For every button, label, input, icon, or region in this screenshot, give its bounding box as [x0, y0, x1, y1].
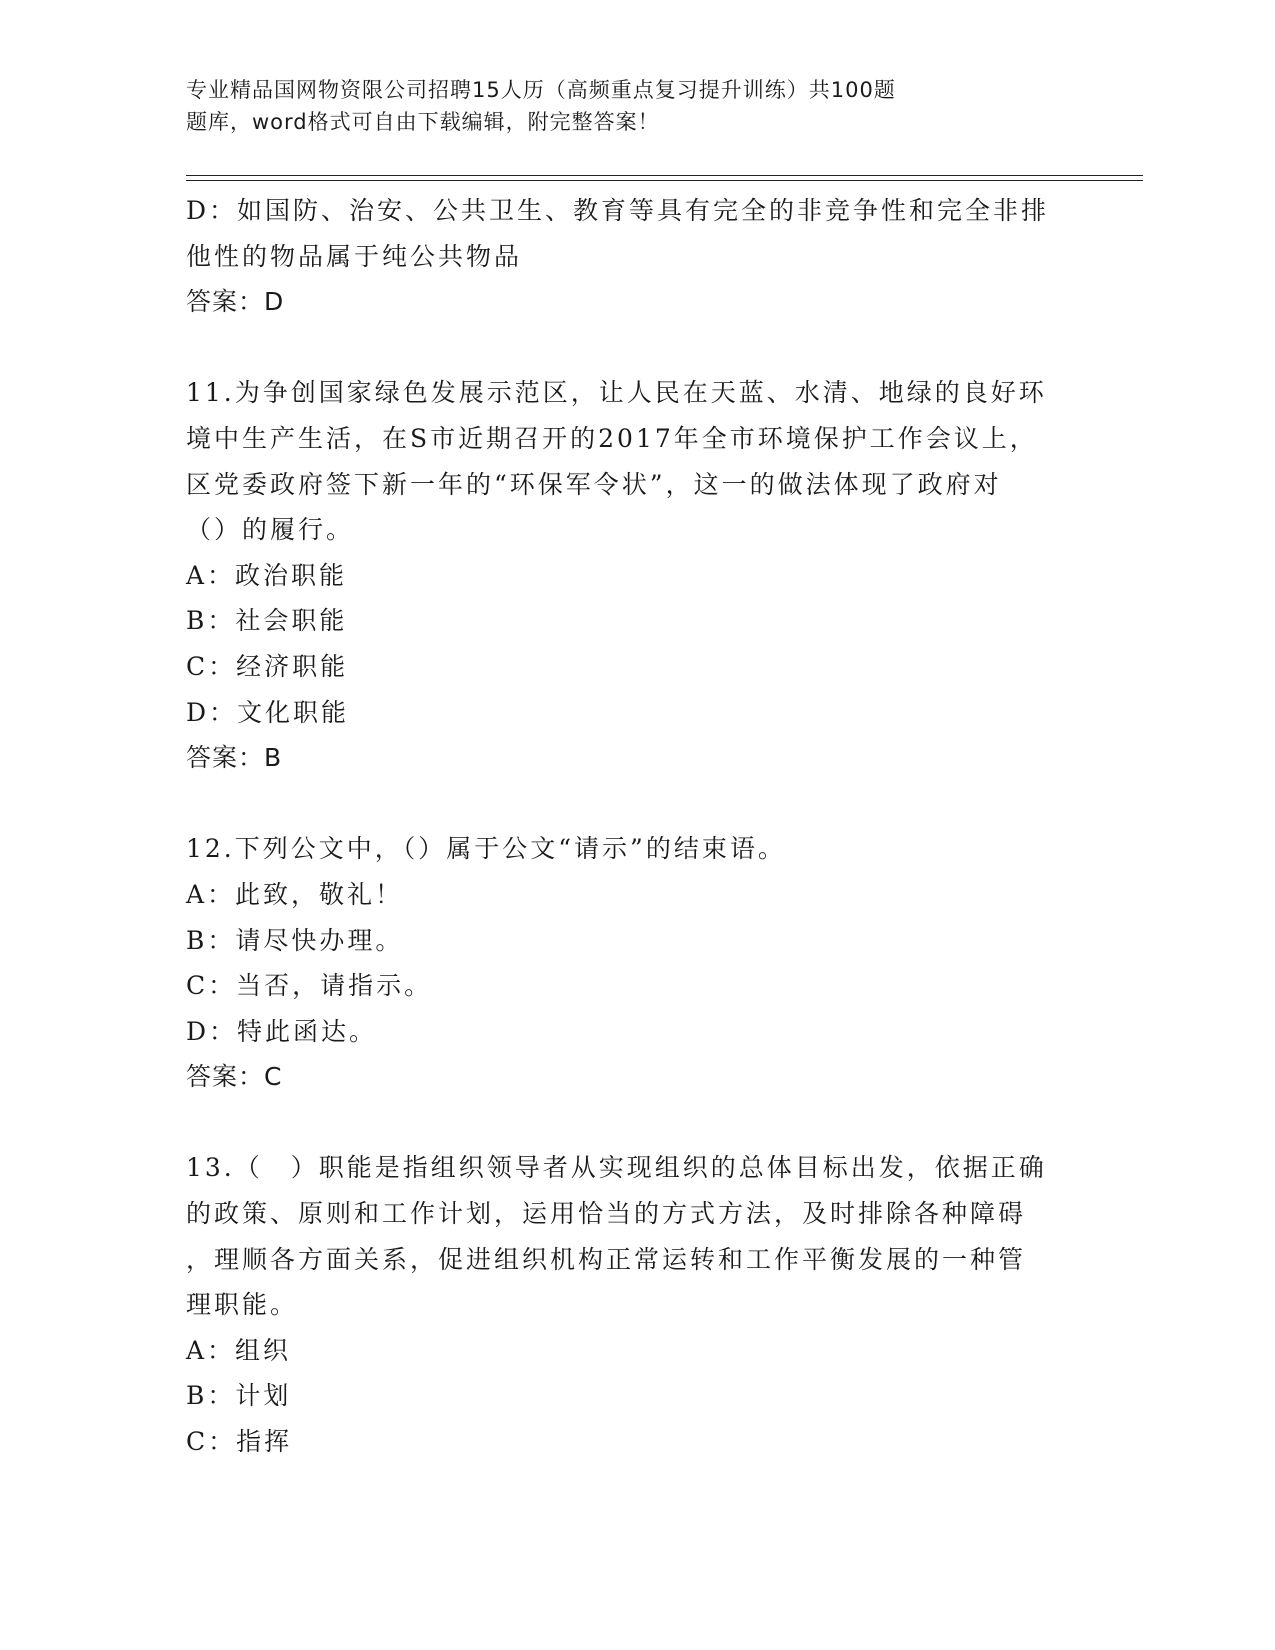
answer-line: 答案：B: [186, 743, 283, 773]
option-a: A：此致，敬礼！: [186, 879, 404, 909]
question-text: （）的履行。: [186, 515, 355, 545]
spacer: [186, 781, 1066, 827]
question-block-12: [186, 826, 1066, 1100]
option-d: D：特此函达。: [186, 1016, 378, 1046]
option-b: B：计划: [186, 1381, 292, 1411]
question-text: ，理顺各方面关系，促进组织机构正常运转和工作平衡发展的一种管: [186, 1244, 1027, 1274]
option-d: D：如国防、治安、公共卫生、教育等具有完全的非竞争性和完全非排: [186, 196, 1050, 225]
option-c: C：指挥: [186, 1427, 293, 1457]
question-text: 11.为争创国家绿色发展示范区，让人民在天蓝、水清、地绿的良好环: [186, 378, 1047, 408]
option-d-continued: 他性的物品属于纯公共物品: [186, 241, 523, 271]
question-block-prev: [186, 188, 1066, 325]
option-c: C：当否，请指示。: [186, 971, 433, 1001]
document-body: [186, 188, 1066, 1465]
document-header: [186, 74, 1046, 138]
question-text: 理职能。: [186, 1290, 299, 1320]
option-c: C：经济职能: [186, 651, 349, 681]
answer-line: 答案：C: [186, 1062, 283, 1092]
header-divider-bottom: [186, 180, 1143, 181]
header-title-line-1: 专业精品国网物资限公司招聘15人历（高频重点复习提升训练）共100题: [186, 78, 896, 102]
answer-line: 答案：D: [186, 287, 285, 317]
option-a: A：组织: [186, 1335, 292, 1365]
option-a: A：政治职能: [186, 560, 348, 590]
question-block-11: [186, 370, 1066, 780]
header-divider-top: [186, 175, 1143, 176]
spacer: [186, 1100, 1066, 1146]
spacer: [186, 325, 1066, 371]
option-b: B：请尽快办理。: [186, 925, 404, 955]
question-text: 的政策、原则和工作计划，运用恰当的方式方法，及时排除各种障碍: [186, 1199, 1027, 1229]
question-text: 境中生产生活，在S市近期召开的2017年全市环境保护工作会议上，: [186, 423, 1038, 453]
header-title-line-2: 题库，word格式可自由下载编辑，附完整答案！: [186, 110, 660, 134]
question-text: 13.（ ）职能是指组织领导者从实现组织的总体目标出发，依据正确: [186, 1153, 1047, 1183]
question-text: 区党委政府签下新一年的“环保军令状”，这一的做法体现了政府对: [186, 469, 1002, 499]
option-d: D：文化职能: [186, 697, 350, 727]
question-text: 12.下列公文中，（）属于公文“请示”的结束语。: [186, 834, 786, 864]
question-block-13: [186, 1145, 1066, 1464]
option-b: B：社会职能: [186, 606, 348, 636]
